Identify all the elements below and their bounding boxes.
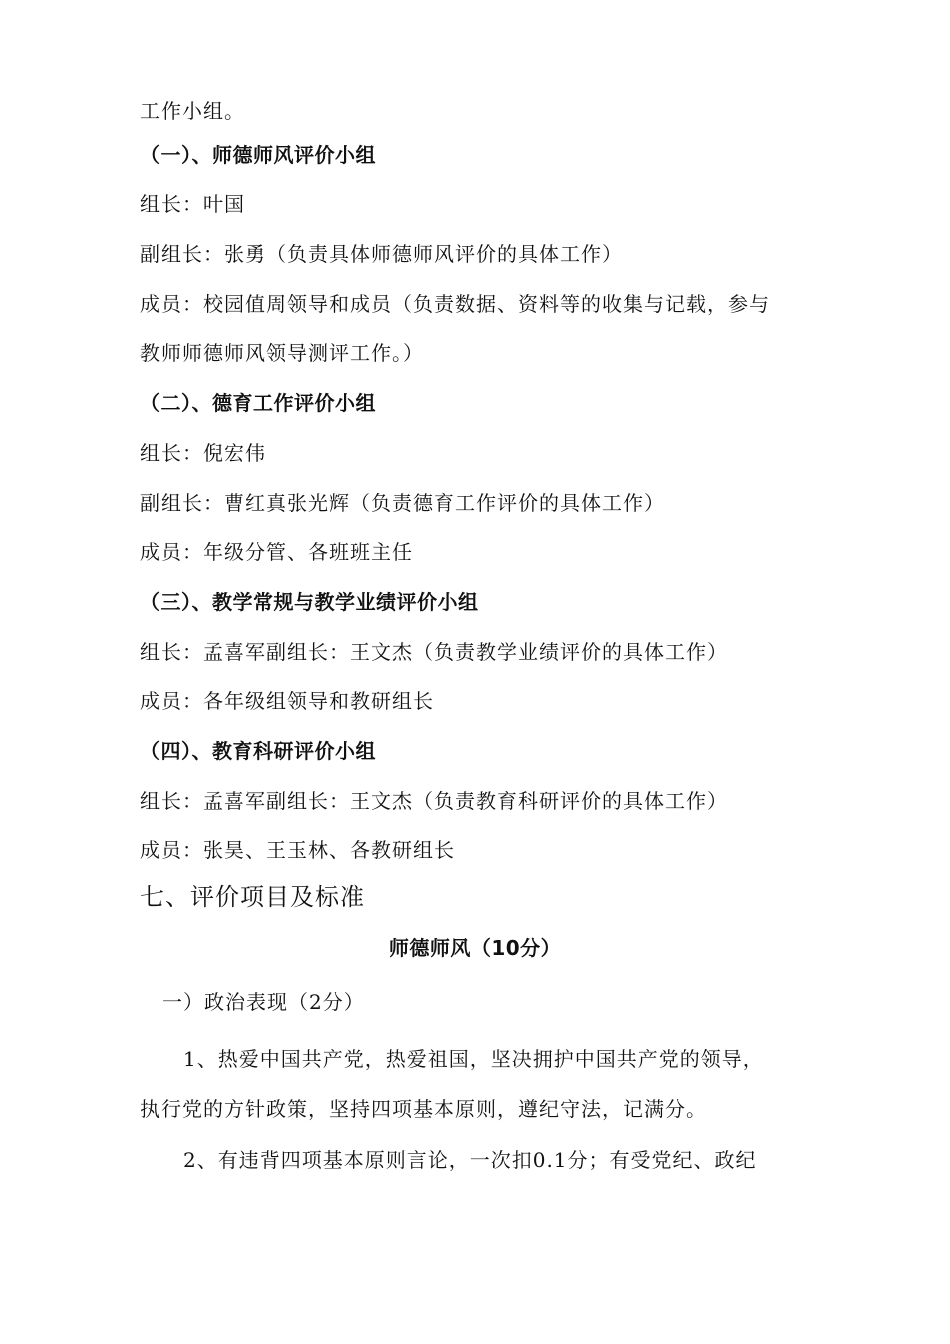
paragraph-line: 组长：孟喜军副组长：王文杰（负责教学业绩评价的具体工作） — [140, 640, 728, 664]
paragraph-line: 1、热爱中国共产党，热爱祖国，坚决拥护中国共产党的领导， — [183, 1047, 764, 1071]
section-heading: （四）、教育科研评价小组 — [140, 739, 376, 763]
section-heading: （一）、师德师风评价小组 — [140, 143, 376, 167]
paragraph-line: 成员：各年级组领导和教研组长 — [140, 689, 434, 713]
paragraph-line: 组长：孟喜军副组长：王文杰（负责教育科研评价的具体工作） — [140, 789, 728, 813]
paragraph-line: 组长：倪宏伟 — [140, 441, 266, 465]
paragraph-line: 成员：张昊、王玉林、各教研组长 — [140, 838, 455, 862]
paragraph-line: 一）政治表现（2分） — [162, 990, 365, 1014]
paragraph-line: 副组长：张勇（负责具体师德师风评价的具体工作） — [140, 242, 623, 266]
paragraph-line: 组长：叶国 — [140, 192, 245, 216]
paragraph-line: 副组长：曹红真张光辉（负责德育工作评价的具体工作） — [140, 491, 665, 515]
paragraph-line: 教师师德师风领导测评工作。） — [140, 341, 424, 365]
paragraph-line: 执行党的方针政策，坚持四项基本原则，遵纪守法，记满分。 — [140, 1097, 707, 1121]
centered-subheading: 师德师风（10分） — [388, 936, 562, 960]
section-heading: （三）、教学常规与教学业绩评价小组 — [140, 590, 479, 614]
paragraph-line: 2、有违背四项基本原则言论，一次扣0.1分；有受党纪、政纪 — [183, 1148, 757, 1172]
paragraph-line: 工作小组。 — [140, 99, 245, 123]
section-heading: （二）、德育工作评价小组 — [140, 391, 376, 415]
paragraph-line: 成员：年级分管、各班班主任 — [140, 540, 413, 564]
chapter-heading: 七、评价项目及标准 — [140, 883, 365, 911]
paragraph-line: 成员：校园值周领导和成员（负责数据、资料等的收集与记载，参与 — [140, 292, 770, 316]
